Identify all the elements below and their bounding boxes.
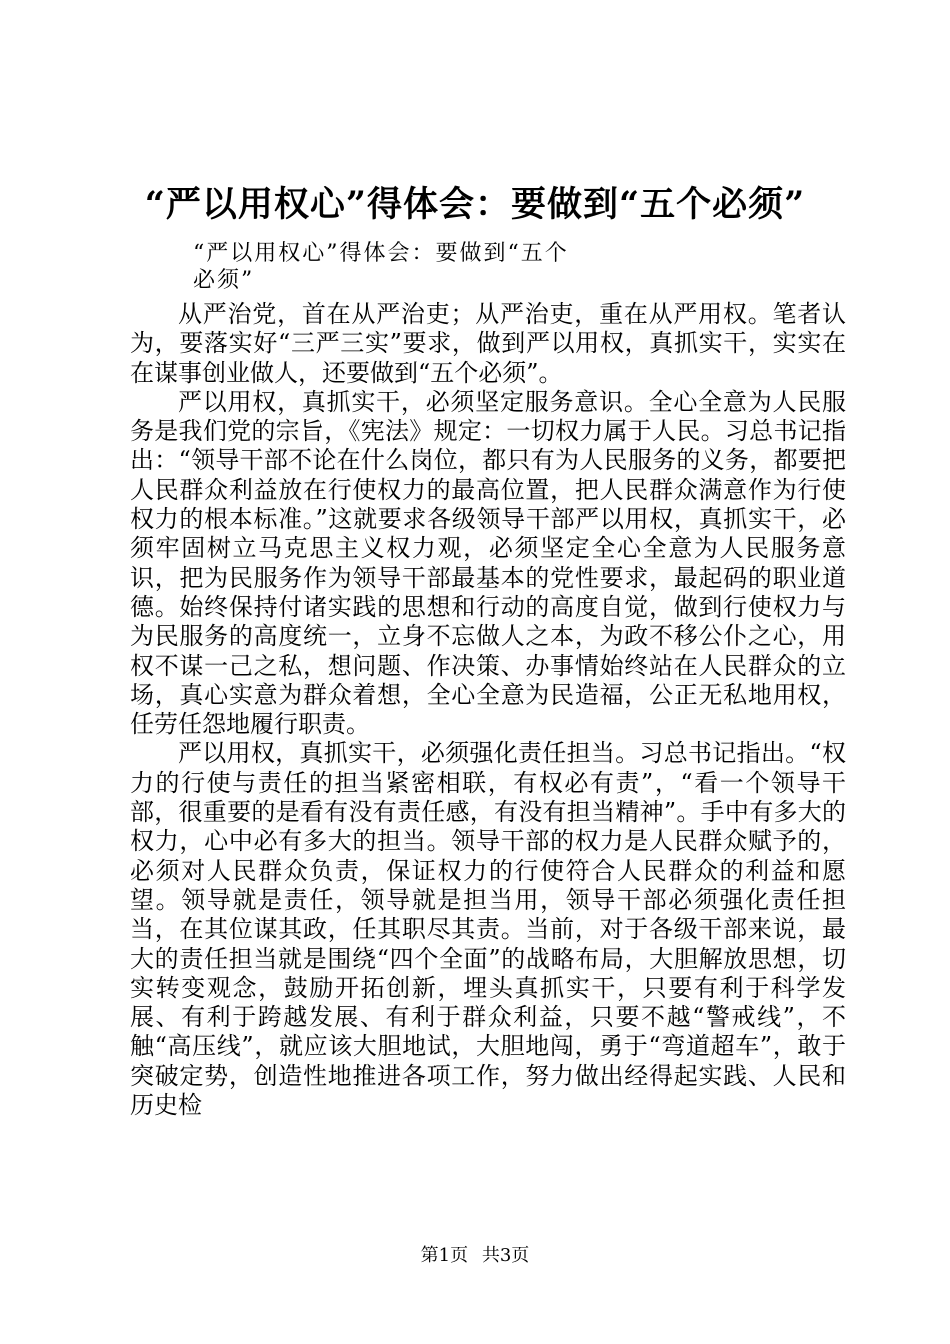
document-title: “严以用权心”得体会：要做到“五个必须” [144,184,806,225]
page-number-current: 第1页 [420,1245,469,1266]
subtitle-line-2: 必须” [193,268,255,293]
page-number-total: 共3页 [481,1245,530,1266]
document-body [130,300,846,1120]
paragraph-intro: 从严治党，首在从严治吏；从严治吏，重在从严用权。笔者认为，要落实好“三严三实”要求，做到严以用权，真抓实干，实实在在谋事创业做人，还要做到“五个必须”。 [130,300,846,387]
paragraph-service-awareness: 严以用权，真抓实干，必须坚定服务意识。全心全意为人民服务是我们党的宗旨，《宪法》规定：一切权力属于人民。习总书记指出：“领导干部不论在什么岗位，都只有为人民服务的义务，都要把人民群众利益放在行使权力的最高位置，把人民群众满意作为行使权力的根本标准。”这就要求各级领导干部严以用权，真抓实干，必须牢固树立马克思主义权力观，必须坚定全心全意为人民服务意识，把为民服务作为领导干部最基本的党性要求，最起码的职业道德。始终保持付诸实践的思想和行动的高度自觉，做到行使权力与为民服务的高度统一，立身不忘做人之本，为政不移公仆之心，用权不谋一己之私，想问题、作决策、办事情始终站在人民群众的立场，真心实意为群众着想，全心全意为民造福，公正无私地用权，任劳任怨地履行职责。 [130,387,846,739]
subtitle-line-1: “严以用权心”得体会：要做到“五个 [193,241,569,266]
paragraph-responsibility: 严以用权，真抓实干，必须强化责任担当。习总书记指出。“权力的行使与责任的担当紧密相联，有权必有责”，“看一个领导干部，很重要的是看有没有责任感，有没有担当精神”。手中有多大的权力，心中必有多大的担当。领导干部的权力是人民群众赋予的，必须对人民群众负责，保证权力的行使符合人民群众的利益和愿望。领导就是责任，领导就是担当用，领导干部必须强化责任担当，在其位谋其政，任其职尽其责。当前，对于各级干部来说，最大的责任担当就是围绕“四个全面”的战略布局，大胆解放思想，切实转变观念，鼓励开拓创新，埋头真抓实干，只要有利于科学发展、有利于跨越发展、有利于群众利益，只要不越“警戒线”，不触“高压线”，就应该大胆地试，大胆地闯，勇于“弯道超车”，敢于突破定势，创造性地推进各项工作，努力做出经得起实践、人民和历史检 [130,739,846,1120]
page-footer [0,1245,950,1267]
document-subtitle [193,240,569,294]
